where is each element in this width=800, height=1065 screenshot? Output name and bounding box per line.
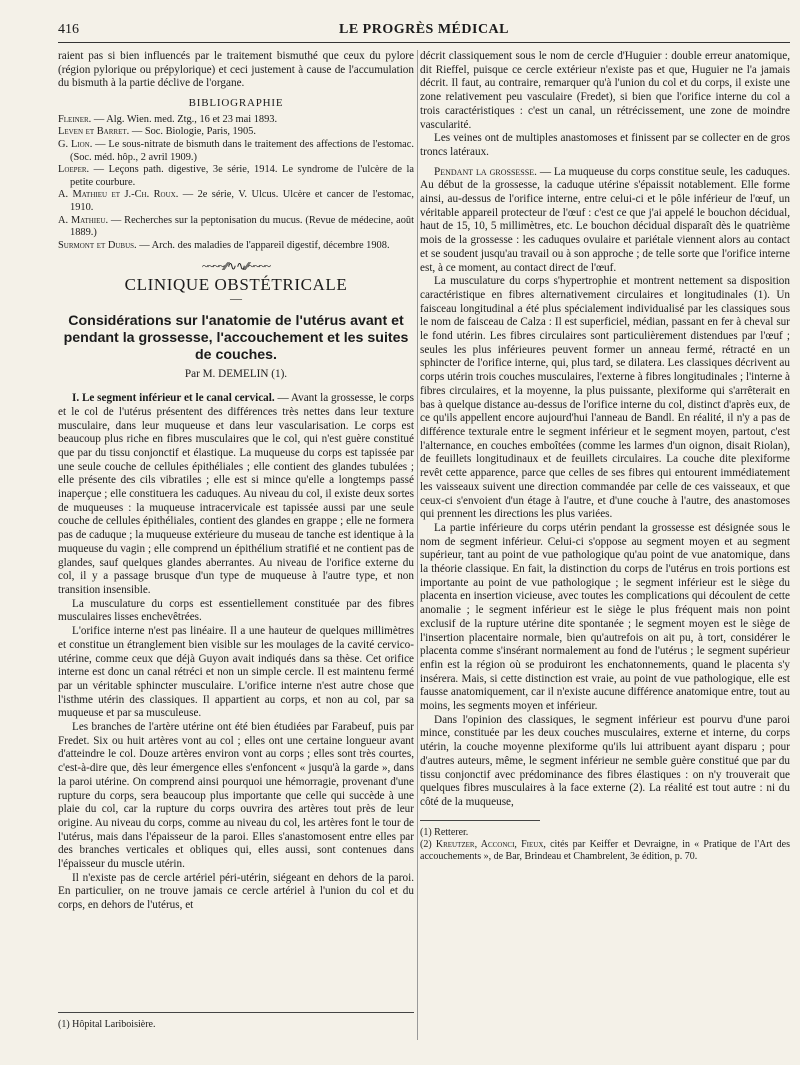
footnote: (1) Hôpital Lariboisière. — [58, 1019, 156, 1030]
section-heading: CLINIQUE OBSTÉTRICALE — [124, 275, 348, 295]
paragraph: La musculature du corps s'hypertrophie et montrent nettement sa disposition caractéristique en fibres alternativement circulaires et longitudinales (1). Un faisceau longitudinal a été plus spécialement individualisé par les classiques sous le nom de faisceau de Calza : Il est superficiel, médian, passant en fer à cheval sur le fond utérin. Les fibres circulaires sont particulièrement distendues par l'œuf ; seules les plus inférieures peuvent former un anneau fermé, rétracté en un sphincter de l'orifice interne, qui, plus tard, se dilatera. Les classiques décrivent au corps utérin trois couches musculaires, l'externe à fibres longitudinales ; l'interne à fibres circulaires, et la moyenne, la plus puissante, plexiforme qui s'arrêterait en bas à quelque distance au-dessus de l'orifice interne du col, distinct d'après eux, de ce qu'ils appellent encore aujourd'hui l'anneau de Bandl. En réalité, il n'y a pas de différence texturale entre le segment inférieur et le segment moyen, partout, c'est l'alternance, en couches emboîtées (comme les larmes d'un oignon, disait Riolan), de feuillets longitudinaux et de feuillets circulaires. La couche dite plexiforme revêt cette apparence, parce que celles de ses fibres qui entourent immédiatement les vaisseaux suivent une direction commandée par celle de ces vaisseaux, et que ceux-ci s'envoient d'un étage à l'autre, et d'une couche à l'autre, des anastomoses qui prennent les directions les plus variées. — [420, 275, 790, 521]
paragraph: La musculature du corps est essentiellement constituée par des fibres musculaires lisses enchevêtrées. — [58, 597, 414, 624]
bibliography-list — [58, 114, 414, 253]
bib-entry: Fleiner. — Alg. Wien. med. Ztg., 16 et 23 mai 1893. — [58, 113, 278, 125]
paragraph: I. Le segment inférieur et le canal cervical. — Avant la grossesse, le corps et le col de l'utérus présentent des différences très nettes dans leur texture musculaire, dans leur muqueuse et dans leur vascularisation. Le corps est beaucoup plus riche en fibres musculaires que le col, qui n'est guère constitué que par du tissu conjonctif et élastique. La muqueuse du corps est tapissée par une seule couche de cellules épithéliales ; elle contient des glandes tubulées ; elle présente des cils vibratiles ; elle est si mince qu'elle a longtemps passé inaperçue ; elle constituera les caduques. Au niveau du col, il existe deux sortes de muqueuses : la muqueuse intracervicale est tapissée aussi par une seule couche de cellules épithéliales, contient des glandes en grappe ; elle ne formera pas de caduque ; la muqueuse extérieure du museau de tanche est identique à la muqueuse du vagin ; elle comprend un épithélium stratifié et ne contient pas de glandes, sauf quelques glandes aberrantes. Au niveau de l'orifice externe du col, il y a passage brusque d'un type de muqueuse à l'autre type, et non transition insensible. — [58, 392, 414, 596]
right-column — [420, 50, 790, 863]
bib-entry: A. Mathieu et J.-Ch. Roux. — 2e série, V. Ulcus. Ulcère et cancer de l'estomac, 1910. — [58, 189, 414, 213]
subsection-heading: Pendant la grossesse. — [434, 165, 537, 178]
paragraph: Les branches de l'artère utérine ont été bien étudiées par Farabeuf, puis par Fredet. Six ou huit artères vont au col ; elles ont une certaine longueur avant d'atteindre le col. Douze artères environ vont au corps ; elles sont très courtes, c'est-à-dire que, dès leur émergence elles s'enfoncent « jusqu'à la garde », dans la paroi utérine. On comprend ainsi pourquoi une hémorragie, provenant d'une rupture du corps, sera beaucoup plus importante que celle qui succède à une plaie du col, car la rupture du corps ouvrira des artères tout près de leur origine. Au niveau du corps, comme au niveau du col, les artères font le tour de l'utérus, mais dans l'épaisseur de la paroi. Elles s'anastomosent entre elles par des branches verticales et obliques qui, elles aussi, sont contenues dans l'épaisseur du muscle utérin. — [58, 721, 414, 871]
column-divider — [417, 50, 418, 1040]
subsection-heading: I. Le segment inférieur et le canal cervical. — [72, 392, 275, 405]
page-number: 416 — [58, 22, 79, 37]
paragraph: Pendant la grossesse. — La muqueuse du corps constitue seule, les caduques. Au début de la grossesse, la caduque utérine s'épaissit notablement. Elle forme ainsi, au-dessus de l'orifice interne, entre celui-ci et le pôle inférieur de l'œuf, un véritable appareil protecteur de l'œuf : c'est ce que j'ai appelé le bouchon décidual, haut de 15, 10, 5 millimètres, etc. Le bouchon décidual disparaît dès le quatrième mois de la grossesse : les caduques ovulaire et pariétale viennent alors au contact et se soudent jusqu'au travail ou à son approche ; de telle sorte que l'orifice interne est, à ce moment, au contact direct de l'œuf. — [420, 165, 791, 274]
paragraph: Les veines ont de multiples anastomoses et finissent par se collecter en de gros troncs latéraux. — [420, 132, 790, 158]
footnote-rule — [420, 820, 540, 821]
ornament-divider: ~~~~∕∕∕∿∿∕∕∕~~~~ — [201, 259, 271, 274]
bib-entry: A. Mathieu. — Recherches sur la peptonisation du mucus. (Revue de médecine, août 1889.) — [58, 214, 414, 239]
byline: Par M. DEMELIN (1). — [184, 368, 288, 381]
footnote: (1) Retterer. — [420, 826, 469, 838]
bibliography-heading: BIBLIOGRAPHIE — [188, 97, 284, 110]
paragraph: Il n'existe pas de cercle artériel péri-utérin, siégeant en dehors de la paroi. En particulier, on ne trouve jamais ce cercle artériel à l'union du col et du corps, en dehors de l'utérus, et — [58, 871, 414, 912]
footnote: (2) Kreutzer, Acconci, Fieux, cités par Keiffer et Devraigne, in « Pratique de l'Art des accouchements », de Bar, Brindeau et Chambrelent, 3e édition, p. 70. — [420, 838, 790, 862]
paragraph: décrit classiquement sous le nom de cercle d'Huguier : double erreur anatomique, dit Rieffel, puisque ce cercle extérieur n'existe pas et que, Huguier ne l'a jamais décrit. Il faut, au contraire, remarquer qu'à l'union du col et du corps, il existe une zone relativement peu vasculaire (Fredet), si bien que l'orifice interne du col a trois caractéristiques : c'est un canal, un rétrécissement, une zone de moindre vascularité. — [420, 50, 790, 131]
section-dash: — — [230, 290, 242, 305]
article-title: Considérations sur l'anatomie de l'utérus avant et pendant la grossesse, l'accouchement et les suites de couches. — [63, 313, 409, 364]
paragraph: La partie inférieure du corps utérin pendant la grossesse est désignée sous le nom de segment inférieur. Celui-ci s'oppose au segment moyen et au segment supérieur, tant au point de vue pathologique qu'au point de vue anatomique, dans la théorie classique. En fait, la distinction du corps de l'utérus en trois portions est importante au point de vue pathologique ; le segment inférieur est le siège du placenta en insertion vicieuse, avec toutes les complications qui découlent de cette anomalie ; le segment inférieur est le siège le plus fréquent mais non point exclusif de la rupture utérine dite spontanée ; le segment moyen est le siège de l'insertion placentaire normale, bien qu'autrefois on ait pu, à tort, considérer le placenta comme s'insérant normalement au fond de l'utérus ; le segment supérieur enfin est la région où se produiront les enchatonnements, quand le placenta s'y insérera. Mais, si cette distinction est vraie, au point de vue pathologique, elle est fausse anatomiquement, car il n'existe aucune différence anatomique entre, tout au moins, les segments moyen et inférieur. — [420, 521, 790, 713]
bib-entry: Loeper. — Leçons path. digestive, 3e série, 1914. Le syndrome de l'ulcère de la petite courbure. — [58, 164, 414, 188]
footnote-rule — [58, 1012, 414, 1013]
journal-title: LE PROGRÈS MÉDICAL — [338, 22, 510, 37]
left-column — [58, 50, 414, 913]
bib-entry: Leven et Barret. — Soc. Biologie, Paris, 1905. — [58, 126, 256, 138]
intro-paragraph: raient pas si bien influencés par le traitement bismuthé que ceux du pylore (région pylorique ou prépylorique) et ceci justement à cause de l'accumulation du bismuth à la partie déclive de l'organe. — [58, 50, 414, 90]
bib-entry: Surmont et Dubus. — Arch. des maladies de l'appareil digestif, décembre 1908. — [58, 239, 390, 251]
running-head — [58, 20, 790, 43]
paragraph: L'orifice interne n'est pas linéaire. Il a une hauteur de quelques millimètres et constitue un étranglement bien visible sur les moulages de la cavité cervico-utérine, comme ceux que déjà Guyon avait indiqués dans sa thèse. Cet orifice interne est donc un canal rétréci et non un simple cercle. Il est maintenu fermé par un véritable sphincter musculaire. L'orifice interne n'est autre chose que l'isthme utérin des classiques. Il appartient au corps, et non au col, par sa muqueuse et par sa musculeuse. — [58, 625, 414, 720]
left-footnotes — [58, 1012, 414, 1031]
bib-entry: G. Lion. — Le sous-nitrate de bismuth dans le traitement des affections de l'estomac. (Soc. méd. hôp., 2 avril 1909.) — [58, 139, 414, 163]
paragraph: Dans l'opinion des classiques, le segment inférieur est pourvu d'une paroi mince, constituée par les deux couches musculaires, externe et interne, du corps utérin, la couche moyenne plexiforme qu'ils lui attribuent ayant disparu ; pour d'autres auteurs, même, le segment inférieur ne semble guère constitué que par du tissu conjonctif avec prédominance des fibres élastiques : on n'y trouverait que quelques fibres musculaires à la face externe (2). La réalité est tout autre : ni du côté de la muqueuse, — [420, 713, 790, 808]
